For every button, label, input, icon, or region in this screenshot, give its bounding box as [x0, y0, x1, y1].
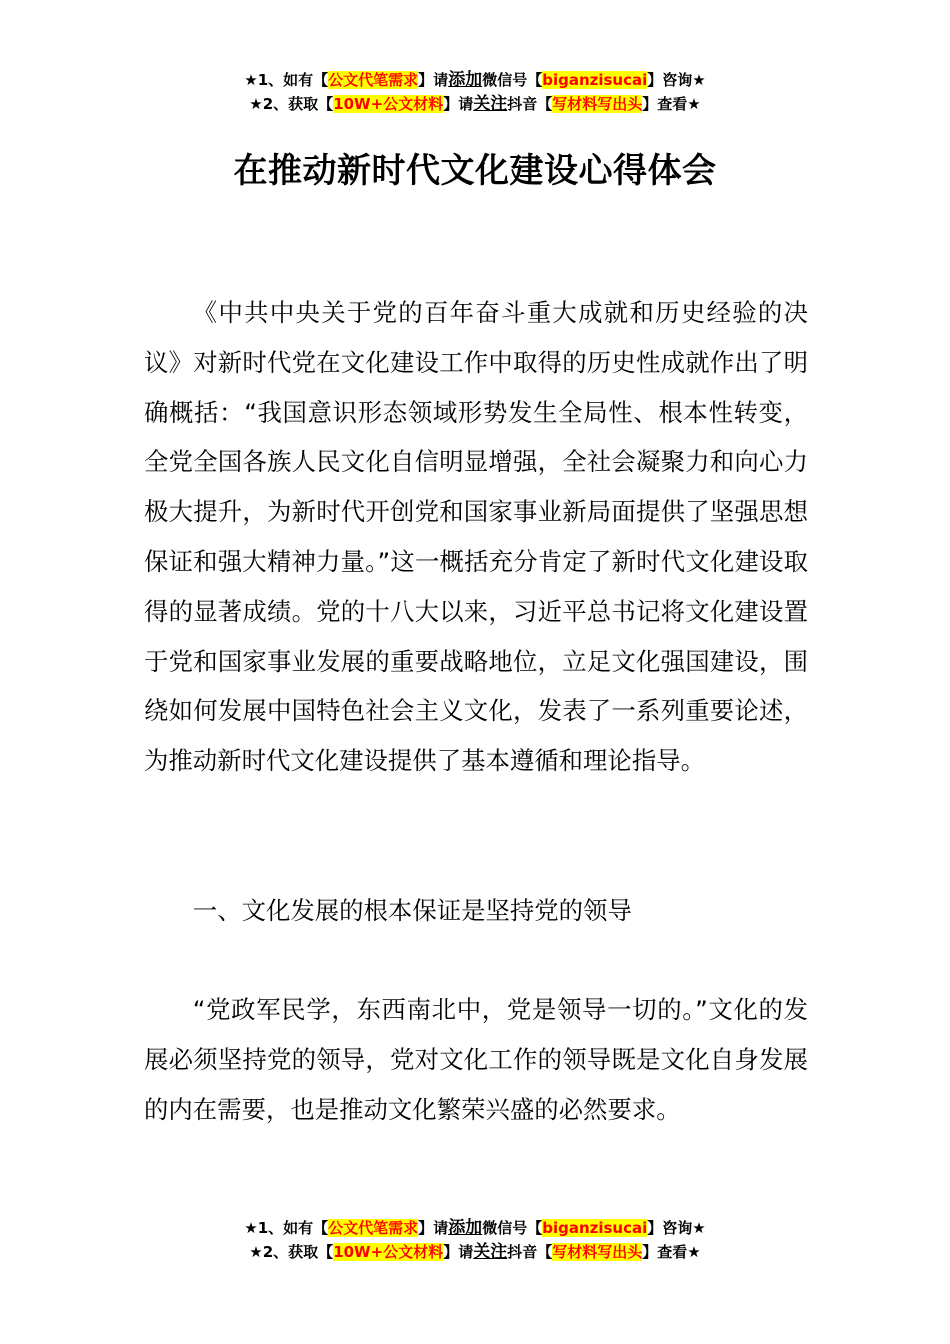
promo-line-1: ★1、如有【公文代笔需求】请添加微信号【biganzisucai】咨询★ [244, 1218, 706, 1238]
body-paragraph-1: 《中共中央关于党的百年奋斗重大成就和历史经验的决议》对新时代党在文化建设工作中取得的历史性成就作出了明确概括：“我国意识形态领域形势发生全局性、根本性转变，全党全国各族人民文化自信明显增强，全社会凝聚力和向心力极大提升，为新时代开创党和国家事业新局面提供了坚强思想保证和强大精神力量。”这一概括充分肯定了新时代文化建设取得的显著成绩。党的十八大以来，习近平总书记将文化建设置于党和国家事业发展的重要战略地位，立足文化强国建设，围绕如何发展中国特色社会主义文化，发表了一系列重要论述，为推动新时代文化建设提供了基本遵循和理论指导。 [144, 298, 808, 776]
promo-emphasis: 添加 [448, 1218, 483, 1238]
promo-emphasis: 关注 [473, 1242, 508, 1262]
promo-highlight: 公文代笔需求 [328, 1219, 419, 1237]
promo-highlight: 公文代笔需求 [328, 71, 419, 89]
wechat-id-highlight: biganzisucai [542, 1219, 648, 1237]
promo-highlight: 10W+公文材料 [333, 95, 444, 113]
douyin-id-highlight: 写材料写出头 [552, 95, 643, 113]
section-heading-1: 一、文化发展的根本保证是坚持党的领导 [192, 896, 632, 925]
promo-highlight: 10W+公文材料 [333, 1243, 444, 1261]
promo-line-1: ★1、如有【公文代笔需求】请添加微信号【biganzisucai】咨询★ [244, 70, 706, 90]
document-title: 在推动新时代文化建设心得体会 [233, 151, 717, 191]
promo-emphasis: 添加 [448, 70, 483, 90]
footer-promo-banner [0, 1216, 950, 1264]
promo-line-2: ★2、获取【10W+公文材料】请关注抖音【写材料写出头】查看★ [249, 1242, 701, 1262]
promo-line-2: ★2、获取【10W+公文材料】请关注抖音【写材料写出头】查看★ [249, 94, 701, 114]
promo-emphasis: 关注 [473, 94, 508, 114]
douyin-id-highlight: 写材料写出头 [552, 1243, 643, 1261]
header-promo-banner [0, 68, 950, 116]
wechat-id-highlight: biganzisucai [542, 71, 648, 89]
body-paragraph-2: “党政军民学，东西南北中，党是领导一切的。”文化的发展必须坚持党的领导，党对文化工作的领导既是文化自身发展的内在需要，也是推动文化繁荣兴盛的必然要求。 [144, 995, 808, 1124]
